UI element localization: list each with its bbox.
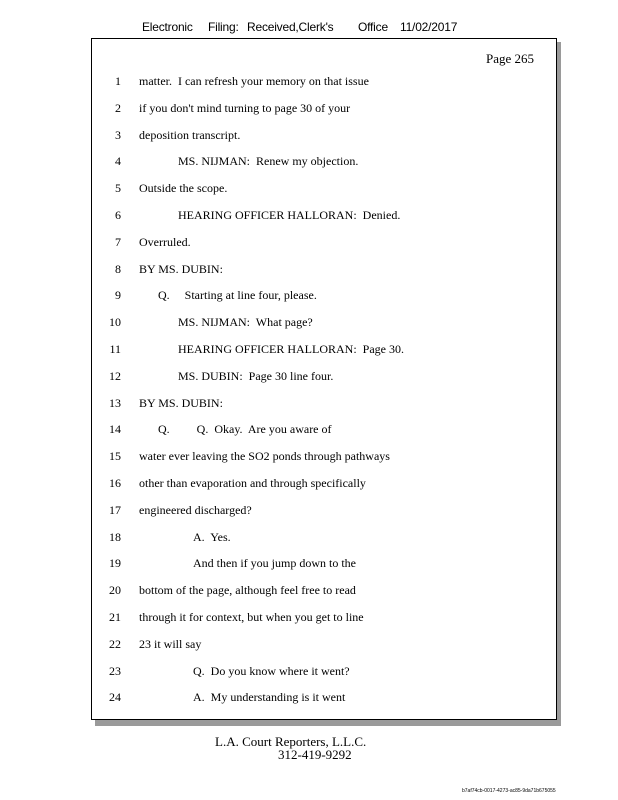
line-text: BY MS. DUBIN: [139,261,223,276]
transcript-line [92,610,558,632]
transcript-line [92,288,558,310]
line-text: deposition transcript. [139,127,241,142]
line-text: through it for context, but when you get to line [139,610,364,624]
transcript-line [92,208,558,230]
transcript-line [92,422,558,444]
line-text: MS. DUBIN: Page 30 line four. [178,368,334,383]
footer-phone: 312-419-9292 [278,747,352,762]
line-text: Outside the scope. [139,181,228,196]
footer-company: L.A. Court Reporters, L.L.C. [215,734,367,749]
line-text: A. Yes. [193,529,231,544]
line-number: 9 [115,288,121,303]
transcript-line [92,262,558,284]
transcript-line [92,369,558,391]
line-number: 3 [115,127,121,142]
transcript-line [92,664,558,686]
transcript-line [92,503,558,525]
line-number: 11 [109,342,121,356]
page-number: Page 265 [485,51,534,66]
line-text: A. My understanding is it went [193,690,346,705]
header-date: 11/02/2017 [400,20,458,34]
line-number: 18 [109,529,121,544]
line-number: 5 [115,181,121,196]
line-number: 7 [115,234,121,249]
transcript-line [92,530,558,552]
line-text: BY MS. DUBIN: [139,395,223,410]
line-number: 4 [115,154,121,169]
line-text: Q. Do you know where it went? [193,663,350,678]
header-received: Received,Clerk's [247,20,334,34]
line-number: 2 [115,100,121,115]
line-number: 14 [109,422,121,437]
transcript-line [92,449,558,471]
document-hash: b7af74cb-0017-4273-ac85-9da71b675055 [462,788,556,794]
line-number: 24 [109,690,121,705]
transcript-line [92,74,558,96]
line-number: 21 [109,610,121,624]
filing-header [0,20,618,38]
line-number: 20 [109,583,121,598]
line-number: 1 [115,74,121,88]
transcript-line [92,690,558,712]
transcript-line [92,476,558,498]
transcript-line [92,583,558,605]
line-text: Overruled. [139,234,191,249]
line-number: 16 [109,476,121,490]
transcript-line [92,637,558,659]
transcript-line [92,396,558,418]
line-text: if you don't mind turning to page 30 of your [139,100,351,115]
transcript-line [92,315,558,337]
transcript-line [92,101,558,123]
line-number: 15 [109,449,121,464]
line-text: Q. Starting at line four, please. [158,288,317,303]
line-number: 23 [109,663,121,678]
line-text: HEARING OFFICER HALLORAN: Page 30. [178,342,404,356]
line-text: engineered discharged? [139,502,252,517]
transcript-line [92,556,558,578]
line-number: 12 [109,368,121,383]
header-electronic: Electronic [142,20,193,34]
line-text: And then if you jump down to the [193,556,356,571]
line-number: 10 [109,315,121,330]
transcript-line [92,181,558,203]
header-filing: Filing: [208,20,239,34]
line-text: 23 it will say [139,636,202,651]
line-number: 19 [109,556,121,571]
line-number: 8 [115,261,121,276]
line-text: Q. Q. Okay. Are you aware of [158,422,332,437]
line-text: water ever leaving the SO2 ponds through pathways [139,449,390,464]
line-text: matter. I can refresh your memory on that issue [139,74,369,88]
line-text: other than evaporation and through specifically [139,476,366,490]
line-number: 13 [109,395,121,410]
line-text: MS. NIJMAN: Renew my objection. [178,154,359,169]
line-text: MS. NIJMAN: What page? [178,315,313,330]
transcript-line [92,342,558,364]
line-number: 6 [115,208,121,222]
header-office: Office [358,20,388,34]
line-number: 22 [109,636,121,651]
transcript-line [92,128,558,150]
transcript-line [92,154,558,176]
transcript-line [92,235,558,257]
line-text: bottom of the page, although feel free to read [139,583,356,598]
line-text: HEARING OFFICER HALLORAN: Denied. [178,208,401,222]
transcript-page [91,38,557,720]
line-number: 17 [109,502,121,517]
